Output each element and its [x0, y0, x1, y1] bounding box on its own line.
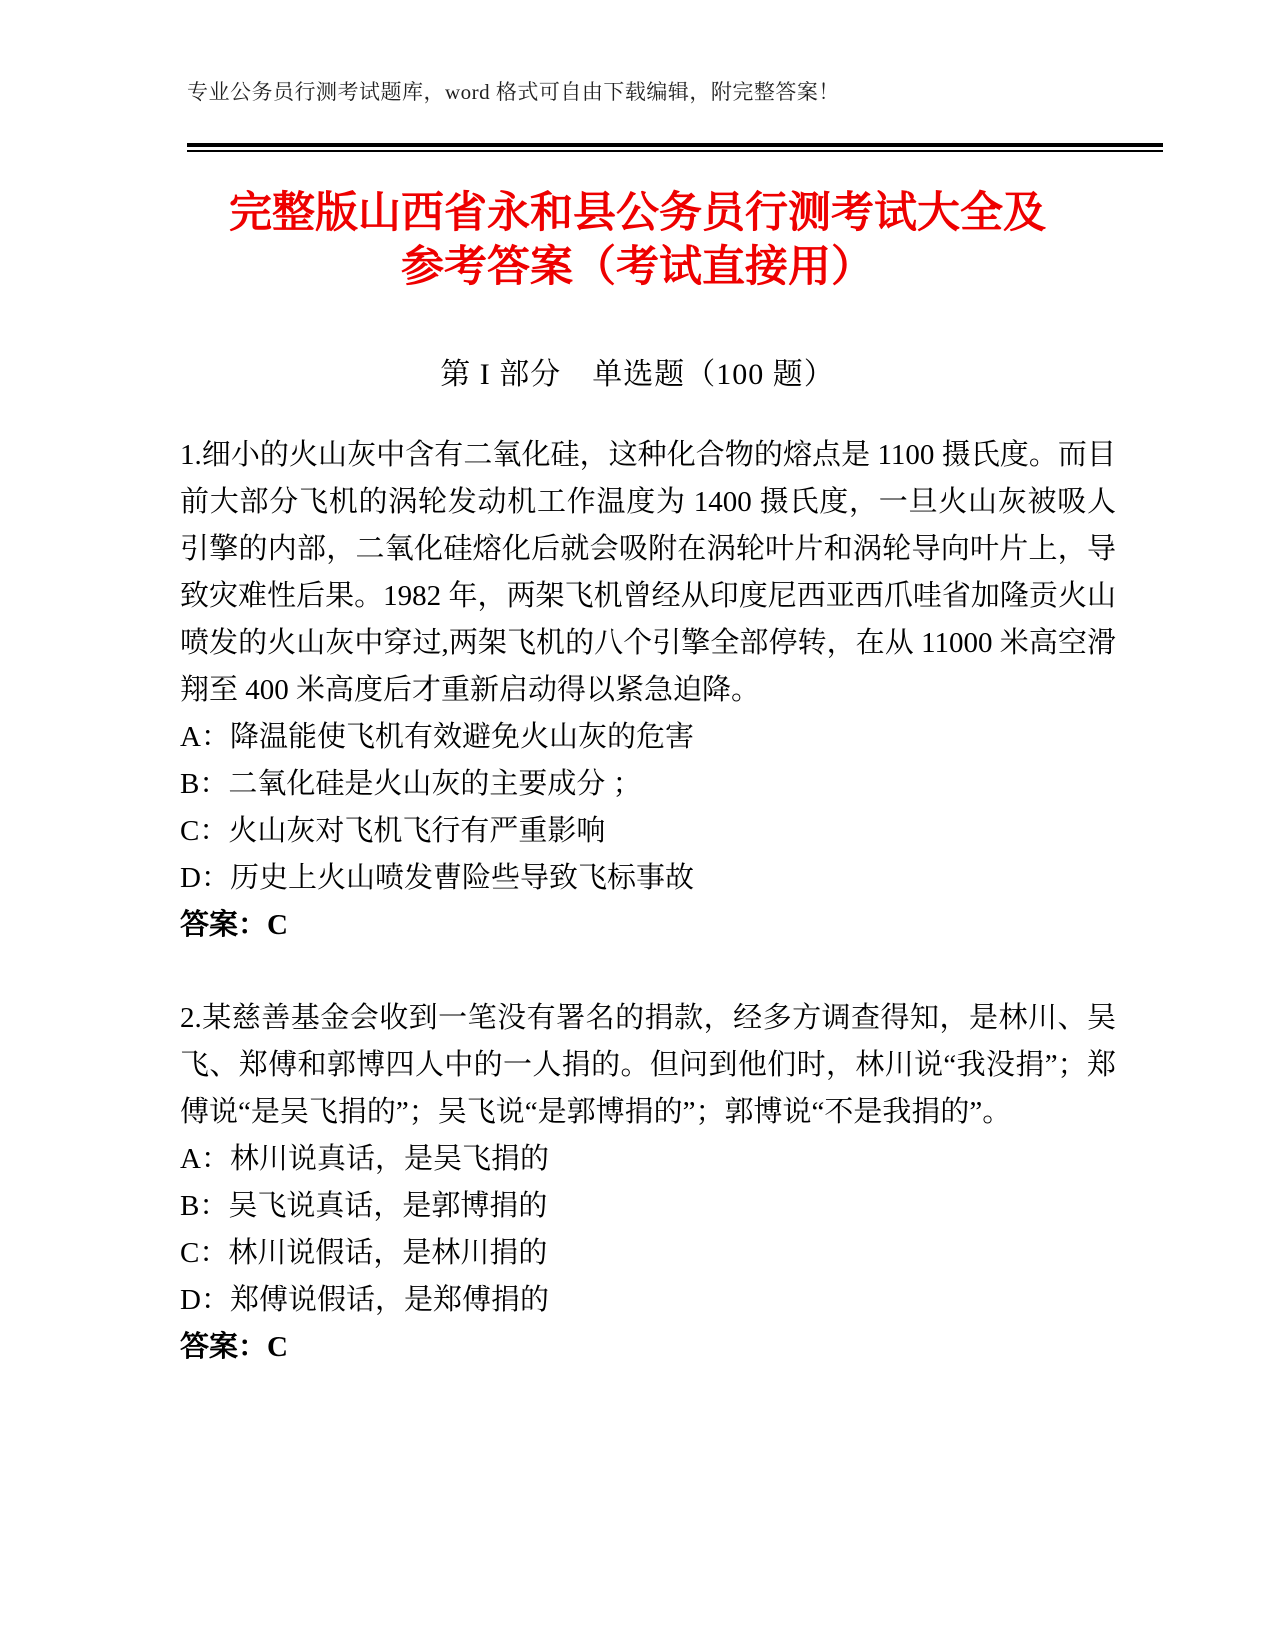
question-2-answer-label: 答案： [180, 1331, 268, 1363]
question-2-answer-value: C [267, 1331, 288, 1363]
question-1-option-b: B：二氧化硅是火山灰的主要成分 ； [180, 768, 642, 800]
question-1-answer-value: C [267, 909, 288, 941]
question-list [180, 432, 1116, 1371]
document-title-line-1: 完整版山西省永和县公务员行测考试大全及 [229, 189, 1046, 237]
question-1-option-c: C：火山灰对飞机飞行有严重影响 [180, 815, 606, 847]
question-2-option-b: B：吴飞说真话，是郭博捐的 [180, 1190, 548, 1222]
header-divider-rule [187, 143, 1163, 152]
header-note: 专业公务员行测考试题库，word 格式可自由下载编辑，附完整答案！ [187, 80, 840, 104]
section-heading: 第 I 部分 单选题（100 题） [440, 358, 835, 391]
question-block-2 [180, 995, 1116, 1371]
question-1-answer-label: 答案： [180, 909, 268, 941]
question-1-option-a: A：降温能使飞机有效避免火山灰的危害 [180, 721, 694, 753]
question-1-answer-line [180, 902, 1116, 949]
document-title [110, 186, 1165, 294]
question-1-stem: 1.细小的火山灰中含有二氧化硅，这种化合物的熔点是 1100 摄氏度。而目前大部分飞机的涡轮发动机工作温度为 1400 摄氏度，一旦火山灰被吸人引擎的内部，二氧化硅熔化后就会吸附在涡轮叶片和涡轮导向叶片上，导致灾难性后果。1982 年，两架飞机曾经从印度尼西亚西爪哇省加隆贡火山喷发的火山灰中穿过,两架飞机的八个引擎全部停转，在从 11000 米高空滑翔至 400 米高度后才重新启动得以紧急迫降。 [180, 439, 1116, 706]
question-2-stem: 2.某慈善基金会收到一笔没有署名的捐款，经多方调查得知，是林川、吴飞、郑傅和郭博四人中的一人捐的。但问到他们时，林川说“我没捐”；郑傅说“是吴飞捐的”；吴飞说“是郭博捐的”；郭博说“不是我捐的”。 [180, 1002, 1116, 1128]
question-1-option-d: D：历史上火山喷发曹险些导致飞标事故 [180, 862, 694, 894]
document-title-line-2: 参考答案（考试直接用） [401, 243, 874, 291]
question-2-option-a: A：林川说真话，是吴飞捐的 [180, 1143, 549, 1175]
question-2-answer-line [180, 1324, 1116, 1371]
question-block-1 [180, 432, 1116, 949]
question-2-option-d: D：郑傅说假话，是郑傅捐的 [180, 1284, 549, 1316]
question-2-option-c: C：林川说假话，是林川捐的 [180, 1237, 548, 1269]
